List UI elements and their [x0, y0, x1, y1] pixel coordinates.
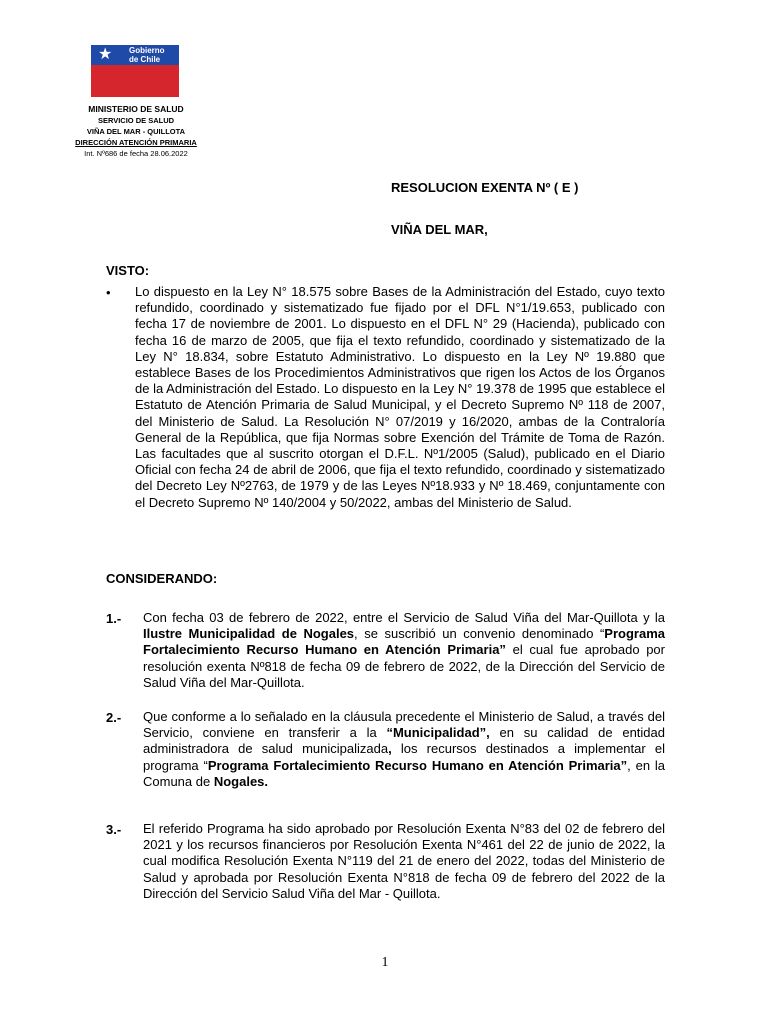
item-number: 3.-	[106, 822, 122, 837]
star-icon: ★	[98, 46, 113, 63]
bullet: •	[106, 285, 111, 300]
ministry-name: MINISTERIO DE SALUD	[88, 104, 184, 114]
visto-heading: VISTO:	[106, 263, 150, 278]
direction-name: DIRECCIÓN ATENCIÓN PRIMARIA	[75, 138, 197, 147]
region-name: VIÑA DEL MAR - QUILLOTA	[86, 127, 186, 136]
considerando-heading: CONSIDERANDO:	[106, 571, 218, 586]
visto-paragraph: Lo dispuesto en la Ley N° 18.575 sobre Bases de la Administración del Estado, cuyo texto refundido, coordinado y sistematizado fue fijado por el DFL N°1/19.653, publicado con fecha 17 de noviembre de 2001. Lo dispuesto en el DFL N° 29 (Hacienda), publicado con fecha 16 de marzo de 2005, que fija el texto refundido, coordinado y sistematizado de la Ley N° 18.834, sobre Estatuto Administrativo. Lo dispuesto en la Ley Nº 19.880 que establece Bases de los Procedimientos Administrativos que rigen los Actos de los Órganos de la Administración del Estado. Lo dispuesto en la Ley N° 19.378 de 1995 que establece el Estatuto de Atención Primaria de Salud Municipal, y el Decreto Supremo Nº 118 de 2007, del Ministerio de Salud. La Resolución N° 07/2019 y 16/2020, ambas de la Contraloría General de la República, que fija Normas sobre Exención del Trámite de Toma de Razón. Las facultades que al suscrito otorgan el D.F.L. Nº1/2005 (Salud), publicado en el Diario Oficial con fecha 24 de abril de 2006, que fija el texto refundido, coordinado y sistematizado del Decreto Ley Nº2763, de 1979 y de las Leyes Nº18.933 y Nº 18.469, conjuntamente con el Decreto Supremo Nº 140/2004 y 50/2022, ambas del Ministerio de Salud.	[135, 284, 665, 510]
gobierno-de-chile-logo: ★ Gobierno de Chile	[91, 45, 179, 97]
internal-reference: Int. Nº686 de fecha 28.06.2022	[84, 149, 188, 158]
letterhead	[64, 104, 208, 159]
place-line: VIÑA DEL MAR,	[391, 222, 488, 237]
considerando-item-2: Que conforme a lo señalado en la cláusula precedente el Ministerio de Salud, a través del Servicio, conviene en transferir a la “Municipalidad”, en su calidad de entidad administradora de salud municipalizada, los recursos destinados a implementar el programa “Programa Fortalecimiento Recurso Humano en Atención Primaria”, en la Comuna de Nogales.	[143, 709, 666, 789]
resolution-title: RESOLUCION EXENTA Nº ( E )	[391, 180, 579, 195]
item-number: 1.-	[106, 611, 122, 626]
page-number: 1	[381, 955, 389, 970]
considerando-item-3: El referido Programa ha sido aprobado por Resolución Exenta N°83 del 02 de febrero del 2021 y los recursos financieros por Resolución Exenta N°461 del 22 de junio de 2022, la cual modifica Resolución Exenta N°119 del 21 de enero del 2022, todas del Ministerio de Salud y aprobada por Resolución Exenta N°818 de fecha 09 de febrero del 2022 de la Dirección del Servicio Salud Viña del Mar - Quillota.	[143, 821, 665, 901]
considerando-item-1: Con fecha 03 de febrero de 2022, entre el Servicio de Salud Viña del Mar-Quillota y la Ilustre Municipalidad de Nogales, se suscribió un convenio denominado “Programa Fortalecimiento Recurso Humano en Atención Primaria” el cual fue aprobado por resolución exenta Nº818 de fecha 09 de febrero de 2022, de la Dirección del Servicio de Salud Viña del Mar-Quillota.	[143, 610, 665, 690]
service-name: SERVICIO DE SALUD	[97, 116, 175, 125]
item-number: 2.-	[106, 710, 122, 725]
